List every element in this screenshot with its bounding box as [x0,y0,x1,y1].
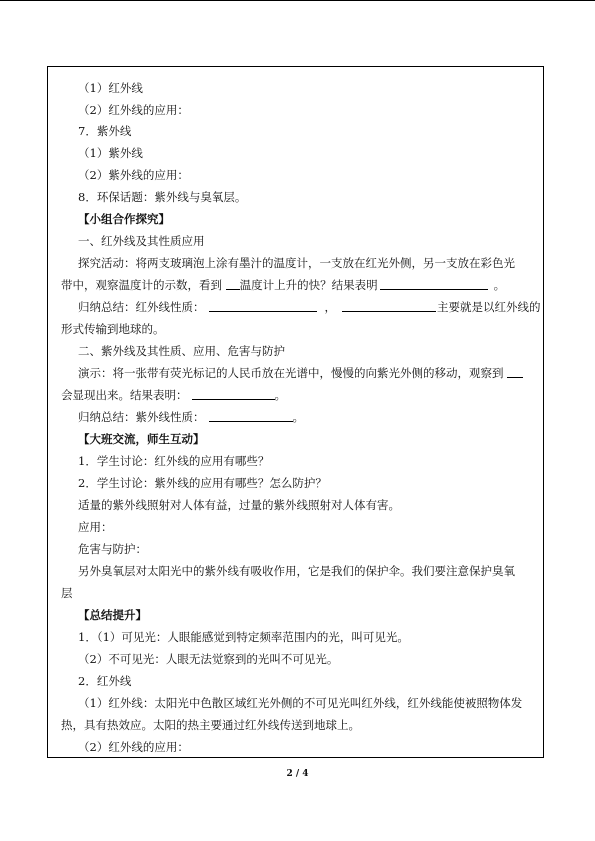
text-line: 2．红外线 [78,674,132,688]
text-line: 1．（1）可见光：人眼能感觉到特定频率范围内的光，叫可见光。 [78,630,409,644]
text-line [78,300,541,314]
text-line: 一、红外线及其性质应用 [78,234,205,248]
text-line: （2）紫外线的应用： [78,168,189,182]
fill-blank [192,388,275,400]
text-line: 1．学生讨论：红外线的应用有哪些？ [78,454,270,468]
text-segment: 会显现出来。结果表明： [61,388,188,402]
text-line [61,388,286,402]
section-heading: 【小组合作探究】 [78,212,170,226]
text-line: （1）紫外线 [78,146,143,160]
text-line: 8．环保话题：紫外线与臭氧层。 [78,190,247,204]
text-line: 二、紫外线及其性质、应用、危害与防护 [78,344,285,358]
text-line: 形式传输到地球的。 [61,322,165,336]
text-segment: ， [324,300,336,314]
text-line: 适量的紫外线照射对人体有益，过量的紫外线照射对人体有害。 [78,498,400,512]
page-number: 2 / 4 [286,769,309,779]
text-line: 应用： [78,520,113,534]
text-segment: 温度计上升的快？结果表明 [239,278,378,292]
text-line: 7．紫外线 [78,124,132,138]
section-heading: 【大班交流，师生互动】 [78,432,205,446]
fill-blank [226,278,240,290]
text-line: （2）红外线的应用： [78,740,189,754]
text-line [61,278,505,292]
text-line [78,366,523,380]
text-line: （1）红外线：太阳光中色散区域红光外侧的不可见光叫红外线，红外线能使被照物体发 [78,696,523,710]
text-segment: 带中，观察温度计的示数，看到 [61,278,222,292]
text-segment: 演示：将一张带有荧光标记的人民币放在光谱中，慢慢的向紫光外侧的移动，观察到 [78,366,504,380]
text-line: 层 [61,586,73,600]
text-segment: 归纳总结：紫外线性质： [78,410,205,424]
fill-blank [209,410,293,422]
text-line: 危害与防护： [78,542,147,556]
text-line: （1）红外线 [78,81,143,95]
text-line: 2．学生讨论：紫外线的应用有哪些？怎么防护？ [78,476,327,490]
text-segment: 主要就是以红外线的 [437,300,541,314]
fill-blank [209,300,317,312]
fill-blank [507,366,523,378]
text-line: （2）不可见光：人眼无法觉察到的光叫不可见光。 [78,652,339,666]
text-line [78,410,304,424]
text-segment: 。 [274,388,286,402]
text-line: 另外臭氧层对太阳光中的紫外线有吸收作用，它是我们的保护伞。我们要注意保护臭氧 [78,564,515,578]
header-rule [0,0,595,1]
text-line: （2）红外线的应用： [78,103,189,117]
fill-blank [380,278,488,290]
text-line: 探究活动：将两支玻璃泡上涂有墨汁的温度计，一支放在红光外侧，另一支放在彩色光 [78,256,515,270]
section-heading: 【总结提升】 [78,608,147,622]
text-segment: 归纳总结：红外线性质： [78,300,205,314]
text-segment: 。 [292,410,304,424]
text-segment: 。 [493,278,506,292]
text-line: 热，具有热效应。太阳的热主要通过红外线传送到地球上。 [61,718,360,732]
fill-blank [342,300,436,312]
